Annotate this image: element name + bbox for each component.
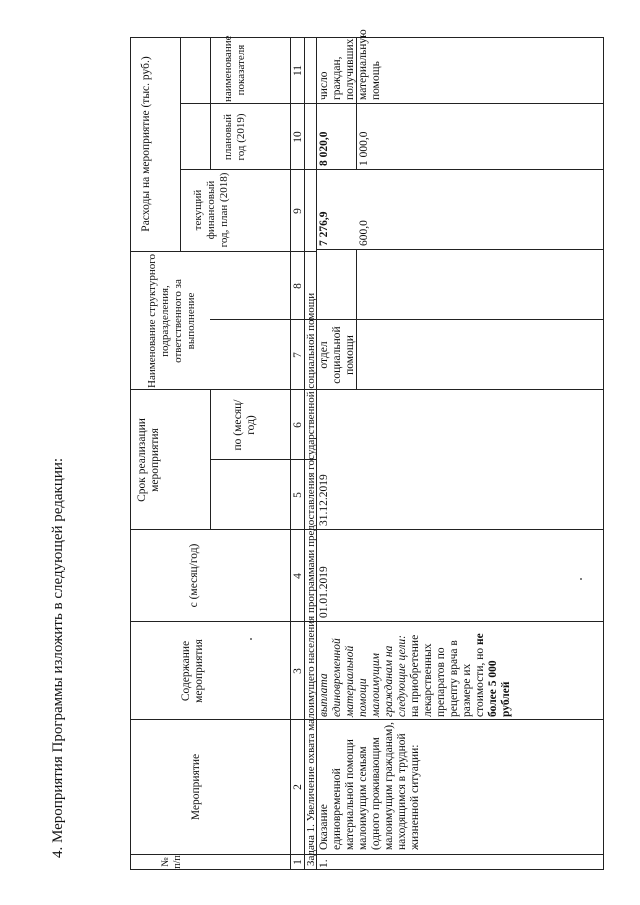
col-num-8: 8	[292, 283, 304, 289]
row-cost-plan-sub: 1 000,0	[358, 131, 370, 166]
row-date-to: 31.12.2019	[318, 474, 330, 526]
scan-speck	[250, 638, 252, 640]
col-num-3: 3	[292, 668, 304, 674]
header-responsible: Наименование структурного подразделения, ответственного за выполнение	[146, 254, 197, 388]
row-content	[318, 623, 513, 717]
header-costs-group: Расходы на мероприятие (тыс. руб.)	[140, 56, 152, 232]
row-cost-plan-total: 8 020,0	[318, 131, 330, 166]
row-cost-current-total: 7 276,9	[318, 211, 330, 246]
col-num-2: 2	[292, 784, 304, 790]
col-num-11: 11	[292, 64, 304, 77]
header-cost-plan: плановый год (2019)	[222, 113, 247, 161]
rotated-page	[20, 20, 620, 880]
header-num: № п/п	[160, 855, 183, 869]
header-term-from: с (месяц/год)	[188, 543, 200, 608]
header-term-group: Срок реализации мероприятия	[136, 418, 161, 502]
row-indicator-name: число граждан, получивших материальную помощь	[318, 29, 382, 100]
col-num-7: 7	[292, 352, 304, 358]
row-content-bold: не более 5 000 рублей	[474, 633, 512, 717]
scan-speck	[580, 578, 582, 580]
col-num-10: 10	[292, 131, 304, 143]
col-num-6: 6	[292, 422, 304, 428]
row-date-from: 01.01.2019	[318, 566, 330, 618]
row-cost-current-sub: 600,0	[358, 220, 370, 246]
row-measure: Оказание единовременной материальной помощи малоимущим семьям (одного проживающим малоимущим гражданам), находящимся в трудной жизненной ситуации:	[318, 722, 421, 850]
page-heading: 4. Мероприятия Программы изложить в следующей редакции:	[50, 457, 66, 858]
task-title: Задача 1. Увеличение охвата малоимущего населения программами предоставления государственной социальной помощи	[305, 292, 317, 866]
row-content-plain: на приобретение лекарственных препаратов по рецепту врача в размере их стоимости, но	[409, 634, 486, 717]
col-num-5: 5	[292, 492, 304, 498]
header-cost-current: текущий финансовый год, план (2018)	[192, 172, 230, 248]
col-num-1: 1	[292, 859, 304, 865]
row-num: 1.	[318, 859, 330, 868]
header-term-to: по (месяц/год)	[232, 399, 257, 451]
header-indicator-name: наименование показателя	[222, 35, 247, 102]
header-content: Содержание мероприятия	[180, 639, 205, 703]
row-content-italic: выплата единовременной материальной помощи малоимущим гражданам на следующие цели:	[318, 635, 408, 717]
col-num-9: 9	[292, 208, 304, 214]
col-num-4: 4	[292, 573, 304, 579]
row-responsible: отдел социальной помощи	[318, 326, 356, 384]
header-measure: Мероприятие	[190, 753, 202, 821]
